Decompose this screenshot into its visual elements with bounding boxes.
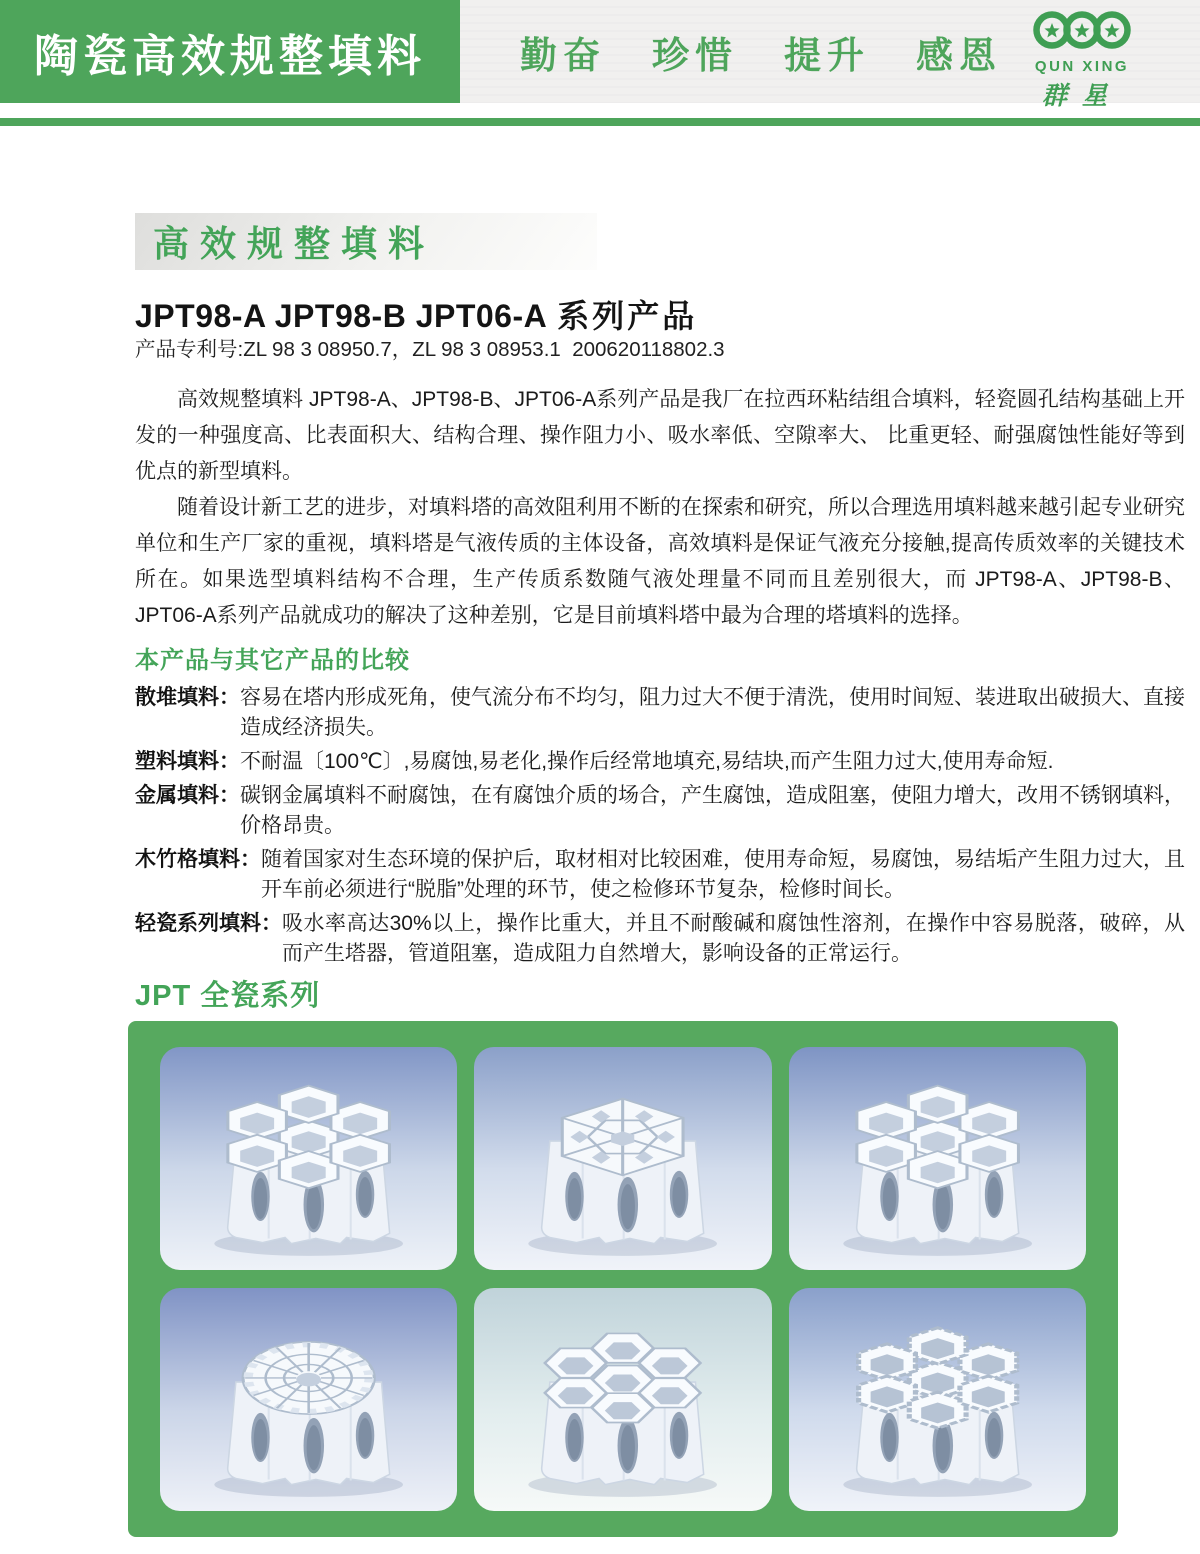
slogan-word: 勤奋 [520,34,606,76]
honeycomb-packing-graphic [160,1288,457,1511]
comparison-item [135,747,1185,777]
comparison-item [135,683,1185,743]
product-photo-6 [789,1288,1086,1511]
comparison-text: 随着国家对生态环境的保护后，取材相对比较困难，使用寿命短，易腐蚀，易结垢产生阻力过大，且开车前必须进行“脱脂”处理的环节，使之检修环节复杂，检修时间长。 [261,848,1185,901]
comparison-item [135,845,1185,905]
comparison-list [135,683,1185,969]
product-gallery [128,1021,1118,1537]
product-photo-5 [474,1288,771,1511]
intro-paragraph-2: 随着设计新工艺的进步，对填料塔的高效阻利用不断的在探索和研究，所以合理选用填料越来越引起专业研究单位和生产厂家的重视，填料塔是气液传质的主体设备，高效填料是保证气液充分接触,提高传质效率的关键技术所在。如果选型填料结构不合理，生产传质系数随气液处理量不同而且差别很大，而 JPT98-A、JPT98-B、JPT06-A系列产品就成功的解决了这种差别，它是目前填料塔中最为合理的塔填料的选择。 [135,496,1185,627]
logo-latin-name: QUN XING [1034,58,1130,75]
header-banner [0,0,460,103]
slogan-word: 感恩 [916,34,1002,76]
accent-stripe [0,118,1200,126]
product-photo-3 [789,1047,1086,1270]
page-header [0,0,1200,110]
series-title [135,297,1185,335]
patent-line: 产品专利号:ZL 98 3 08950.7，ZL 98 3 08953.1 200620118802.3 [135,338,725,361]
product-photo-2 [474,1047,771,1270]
company-slogan [520,0,1002,103]
comparison-heading: 本产品与其它产品的比较 [135,647,410,674]
comparison-text: 不耐温〔100℃〕,易腐蚀,易老化,操作后经常地填充,易结块,而产生阻力过大,使用寿命短. [240,750,1054,773]
banner-title: 陶瓷高效规整填料 [34,31,426,81]
honeycomb-packing-graphic [474,1047,771,1270]
three-rings-stars-icon [1032,8,1132,54]
slogan-word: 提升 [784,34,870,76]
comparison-item [135,909,1185,969]
company-logo [1026,8,1138,112]
slogan-word: 珍惜 [652,34,738,76]
section-title-bar [135,213,597,270]
honeycomb-packing-graphic [474,1288,771,1511]
comparison-text: 碳钢金属填料不耐腐蚀，在有腐蚀介质的场合，产生腐蚀，造成阻塞，使阻力增大，改用不锈钢填料，价格昂贵。 [240,784,1185,837]
product-photo-1 [160,1047,457,1270]
comparison-label: 轻瓷系列填料： [135,912,282,935]
comparison-item [135,781,1185,841]
section-title: 高效规整填料 [153,223,436,264]
comparison-label: 塑料填料： [135,750,240,773]
product-photo-4 [160,1288,457,1511]
comparison-text: 吸水率高达30%以上，操作比重大，并且不耐酸碱和腐蚀性溶剂，在操作中容易脱落，破碎，从而产生塔器，管道阻塞，造成阻力自然增大，影响设备的正常运行。 [282,912,1185,965]
comparison-label: 木竹格填料： [135,848,261,871]
series-suffix: 系列产品 [557,298,698,334]
comparison-label: 散堆填料： [135,686,240,709]
comparison-label: 金属填料： [135,784,240,807]
honeycomb-packing-graphic [789,1047,1086,1270]
honeycomb-packing-graphic [789,1288,1086,1511]
comparison-text: 容易在塔内形成死角，使气流分布不均匀，阻力过大不便于清洗，使用时间短、装进取出破损大、直接造成经济损失。 [240,686,1185,739]
logo-chinese-name: 群星 [1041,81,1122,110]
honeycomb-packing-graphic [160,1047,457,1270]
series-model-codes: JPT98-A JPT98-B JPT06-A [135,298,548,334]
intro-paragraph-1: 高效规整填料 JPT98-A、JPT98-B、JPT06-A系列产品是我厂在拉西环粘结组合填料，轻瓷圆孔结构基础上开发的一种强度高、比表面积大、结构合理、操作阻力小、吸水率低、空隙率大、 比重更轻、耐强腐蚀性能好等到优点的新型填料。 [135,388,1185,483]
gallery-heading: JPT 全瓷系列 [135,980,321,1012]
main-content [135,213,1185,1537]
